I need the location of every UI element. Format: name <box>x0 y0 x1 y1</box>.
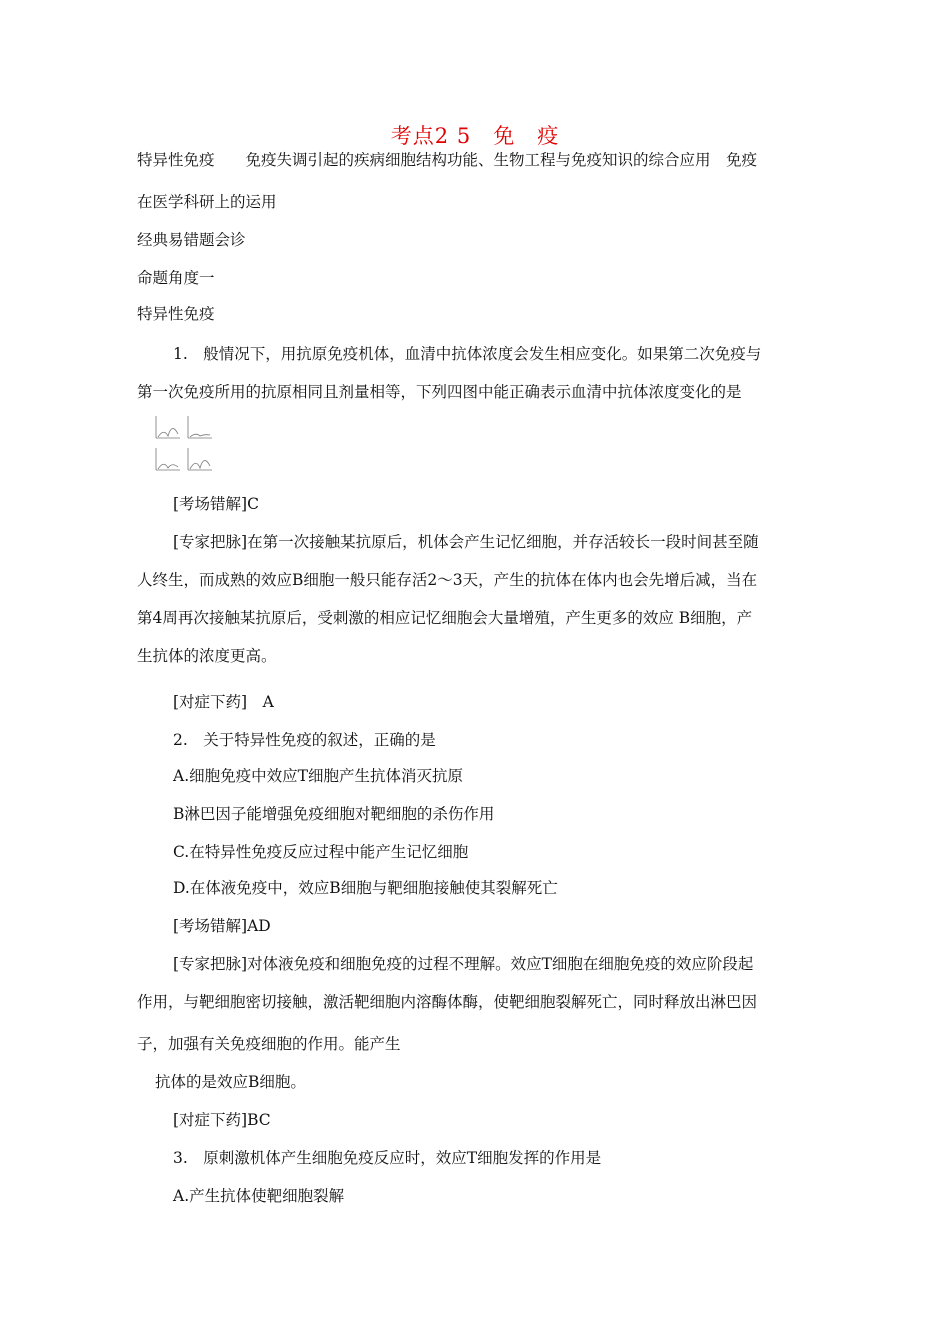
option-c: C.在特异性免疫反应过程中能产生记忆细胞 <box>173 843 469 861</box>
expert-analysis: 作用，与靶细胞密切接触，激活靶细胞内溶酶体酶，使靶细胞裂解死亡，同时释放出淋巴因 <box>137 993 758 1011</box>
expert-analysis: [专家把脉]对体液免疫和细胞免疫的过程不理解。效应T细胞在细胞免疫的效应阶段起 <box>173 955 754 973</box>
question-2-stem: 2. 关于特异性免疫的叙述，正确的是 <box>173 731 436 749</box>
option-d: D.在体液免疫中，效应B细胞与靶细胞接触使其裂解死亡 <box>173 879 558 897</box>
expert-analysis: 抗体的是效应B细胞。 <box>155 1073 306 1091</box>
expert-analysis: 第4周再次接触某抗原后，受刺激的相应记忆细胞会大量增殖，产生更多的效应 B细胞，产 <box>137 609 753 627</box>
graph-d <box>188 448 212 470</box>
graph-c <box>156 448 180 470</box>
question-1-stem: 1. 般情况下，用抗原免疫机体，血清中抗体浓度会发生相应变化。如果第二次免疫与 <box>173 345 762 363</box>
correct-answer: [对症下药]BC <box>173 1111 271 1129</box>
section-heading: 经典易错题会诊 <box>137 231 246 249</box>
correct-answer: [对症下药] A <box>173 693 274 711</box>
antibody-graphs-figure <box>150 414 216 476</box>
graph-b <box>188 416 212 438</box>
toc-line: 特异性免疫 免疫失调引起的疾病细胞结构功能、生物工程与免疫知识的综合应用 免疫 <box>137 151 758 169</box>
expert-analysis: [专家把脉]在第一次接触某抗原后，机体会产生记忆细胞，并存活较长一段时间甚至随 <box>173 533 759 551</box>
expert-analysis: 生抗体的浓度更高。 <box>137 647 277 665</box>
page-title: 考点2 5 免 疫 <box>390 124 560 148</box>
wrong-answer: [考场错解]C <box>173 495 259 513</box>
toc-line: 在医学科研上的运用 <box>137 193 277 211</box>
question-3-stem: 3. 原刺激机体产生细胞免疫反应时，效应T细胞发挥的作用是 <box>173 1149 602 1167</box>
angle-heading: 命题角度一 <box>137 269 215 287</box>
wrong-answer: [考场错解]AD <box>173 917 271 935</box>
question-1-stem: 第一次免疫所用的抗原相同且剂量相等，下列四图中能正确表示血清中抗体浓度变化的是 <box>137 383 742 401</box>
option-b: B淋巴因子能增强免疫细胞对靶细胞的杀伤作用 <box>173 805 495 823</box>
option-a: A.产生抗体使靶细胞裂解 <box>173 1187 345 1205</box>
expert-analysis: 人终生，而成熟的效应B细胞一般只能存活2～3天，产生的抗体在体内也会先增后减，当在 <box>137 571 758 589</box>
expert-analysis: 子，加强有关免疫细胞的作用。能产生 <box>137 1035 401 1053</box>
topic-heading: 特异性免疫 <box>137 305 215 323</box>
option-a: A.细胞免疫中效应T细胞产生抗体消灭抗原 <box>173 767 463 785</box>
graph-a <box>156 416 180 438</box>
